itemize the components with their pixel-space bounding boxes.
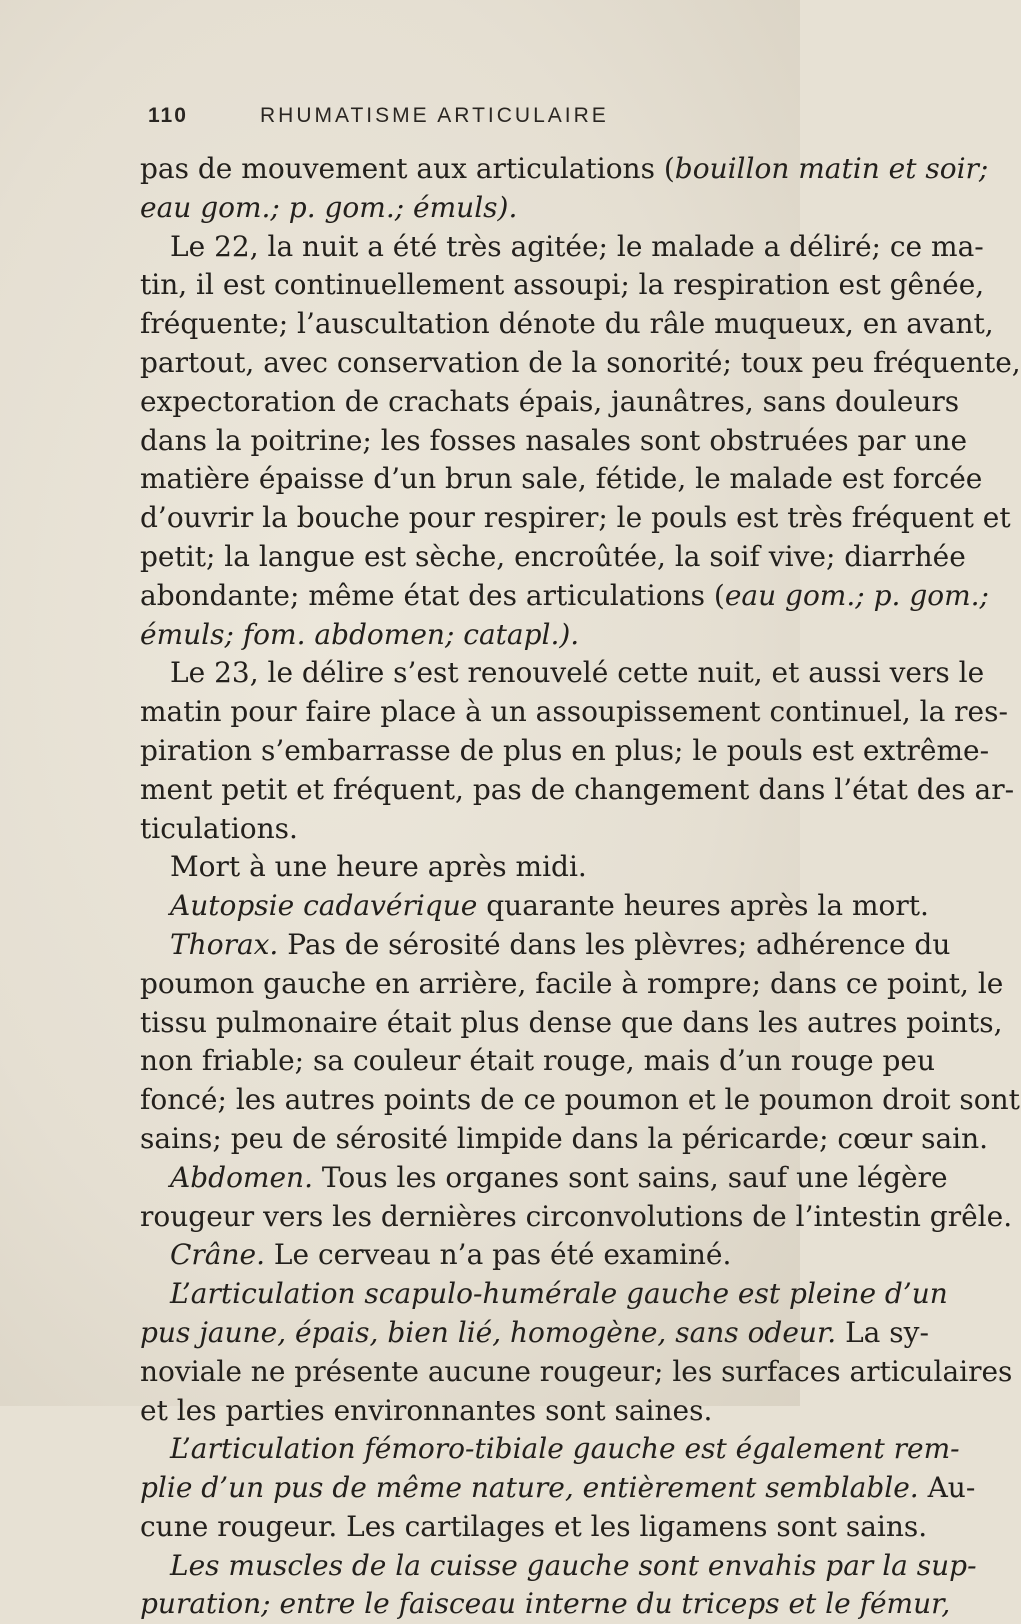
italic-text: Les muscles de la cuisse gauche sont envahis par la sup- — [170, 1548, 977, 1582]
italic-text: puration; entre le faisceau interne du triceps et le fémur, — [140, 1587, 951, 1621]
text-segment: quarante heures après la mort. — [477, 889, 929, 923]
page-number: 110 — [148, 104, 188, 127]
italic-text: Autopsie cadavérique — [170, 889, 478, 923]
text-segment: et les parties environnantes sont saines. — [140, 1393, 713, 1427]
text-line — [140, 460, 983, 499]
text-segment: tin, il est continuellement assoupi; la respiration est gênée, — [140, 268, 985, 302]
text-line — [140, 1314, 929, 1353]
italic-text: L’articulation fémoro-tibiale gauche est également rem- — [170, 1432, 960, 1466]
text-line — [140, 732, 990, 771]
text-segment: noviale ne présente aucune rougeur; les surfaces articulaires — [140, 1354, 1013, 1388]
text-segment: matin pour faire place à un assoupissement continuel, la res- — [140, 695, 1008, 729]
text-line — [140, 1585, 951, 1624]
text-line — [140, 499, 1011, 538]
text-line — [140, 422, 968, 461]
page-header — [148, 104, 708, 134]
text-line — [140, 150, 989, 189]
text-body — [140, 150, 1021, 1624]
text-line — [140, 266, 985, 305]
text-segment: Le 23, le délire s’est renouvelé cette nuit, et aussi vers le — [170, 656, 985, 690]
text-line — [140, 1275, 948, 1314]
text-line — [140, 189, 770, 228]
italic-text: Thorax. — [170, 927, 279, 961]
text-line — [140, 1547, 977, 1586]
italic-text: plie d’un pus de même nature, entièrement semblable. — [140, 1471, 919, 1505]
text-segment: dans la poitrine; les fosses nasales sont obstruées par une — [140, 423, 968, 457]
text-segment: poumon gauche en arrière, facile à rompre; dans ce point, le — [140, 966, 1004, 1000]
text-segment: partout, avec conservation de la sonorité; toux peu fréquente, — [140, 345, 1021, 379]
text-line — [140, 616, 770, 655]
text-line — [140, 965, 1004, 1004]
italic-text: eau gom.; p. gom.; — [724, 578, 989, 612]
text-segment: abondante; même état des articulations ( — [140, 578, 725, 612]
text-line — [140, 1042, 936, 1081]
text-segment: Tous les organes sont sains, sauf une légère — [312, 1160, 948, 1194]
text-segment: La sy- — [836, 1315, 929, 1349]
text-line — [140, 1508, 928, 1547]
text-segment: Au- — [918, 1471, 976, 1505]
text-segment: piration s’embarrasse de plus en plus; le pouls est extrême- — [140, 733, 990, 767]
text-segment: d’ouvrir la bouche pour respirer; le pouls est très fréquent et — [140, 501, 1011, 535]
text-line — [140, 693, 1008, 732]
text-line — [140, 1236, 770, 1275]
text-segment: Pas de sérosité dans les plèvres; adhérence du — [278, 927, 951, 961]
text-segment: tissu pulmonaire était plus dense que dans les autres points, — [140, 1005, 1003, 1039]
text-line — [140, 1430, 960, 1469]
text-segment: Mort à une heure après midi. — [170, 850, 587, 884]
text-line — [140, 926, 951, 965]
text-line — [140, 1081, 1020, 1120]
text-segment: sains; peu de sérosité limpide dans la péricarde; cœur sain. — [140, 1121, 989, 1155]
text-segment: rougeur vers les dernières circonvolutions de l’intestin grêle. — [140, 1199, 1013, 1233]
italic-text: Crâne. — [170, 1238, 266, 1272]
text-line — [140, 810, 770, 849]
text-segment: cune rougeur. Les cartilages et les ligamens sont sains. — [140, 1509, 928, 1543]
text-line — [140, 577, 989, 616]
text-line — [140, 1159, 948, 1198]
text-line — [140, 1469, 976, 1508]
text-line — [140, 1353, 1013, 1392]
text-segment: foncé; les autres points de ce poumon et le poumon droit sont — [140, 1083, 1020, 1117]
text-segment: fréquente; l’auscultation dénote du râle muqueux, en avant, — [140, 307, 994, 341]
italic-text: émuls; fom. abdomen; catapl.). — [140, 617, 580, 651]
italic-text: bouillon matin et soir; — [674, 152, 989, 185]
text-line — [140, 1120, 989, 1159]
text-line — [140, 771, 1015, 810]
italic-text: L’articulation scapulo-humérale gauche est pleine d’un — [170, 1277, 948, 1311]
text-line — [140, 383, 960, 422]
text-line — [140, 654, 985, 693]
text-line — [140, 1392, 770, 1431]
text-segment: Le 22, la nuit a été très agitée; le malade a déliré; ce ma- — [170, 229, 984, 263]
text-line — [140, 228, 984, 267]
italic-text: pus jaune, épais, bien lié, homogène, sans odeur. — [140, 1315, 837, 1349]
text-segment: matière épaisse d’un brun sale, fétide, le malade est forcée — [140, 462, 983, 496]
text-line — [140, 848, 770, 887]
text-segment: non friable; sa couleur était rouge, mais d’un rouge peu — [140, 1044, 936, 1078]
text-line — [140, 344, 1021, 383]
text-line — [140, 305, 994, 344]
text-segment: ticulations. — [140, 811, 298, 845]
italic-text: eau gom.; p. gom.; émuls). — [140, 190, 518, 224]
text-segment: expectoration de crachats épais, jaunâtres, sans douleurs — [140, 384, 960, 418]
text-segment: pas de mouvement aux articulations ( — [140, 152, 675, 185]
text-segment: Le cerveau n’a pas été examiné. — [265, 1238, 732, 1272]
text-line — [140, 1004, 1003, 1043]
text-segment: ment petit et fréquent, pas de changement dans l’état des ar- — [140, 772, 1015, 806]
text-line — [140, 1198, 1013, 1237]
italic-text: Abdomen. — [170, 1160, 313, 1194]
text-segment: petit; la langue est sèche, encroûtée, la soif vive; diarrhée — [140, 539, 966, 573]
running-title: RHUMATISME ARTICULAIRE — [260, 104, 609, 127]
text-line — [140, 887, 929, 926]
text-line — [140, 538, 966, 577]
